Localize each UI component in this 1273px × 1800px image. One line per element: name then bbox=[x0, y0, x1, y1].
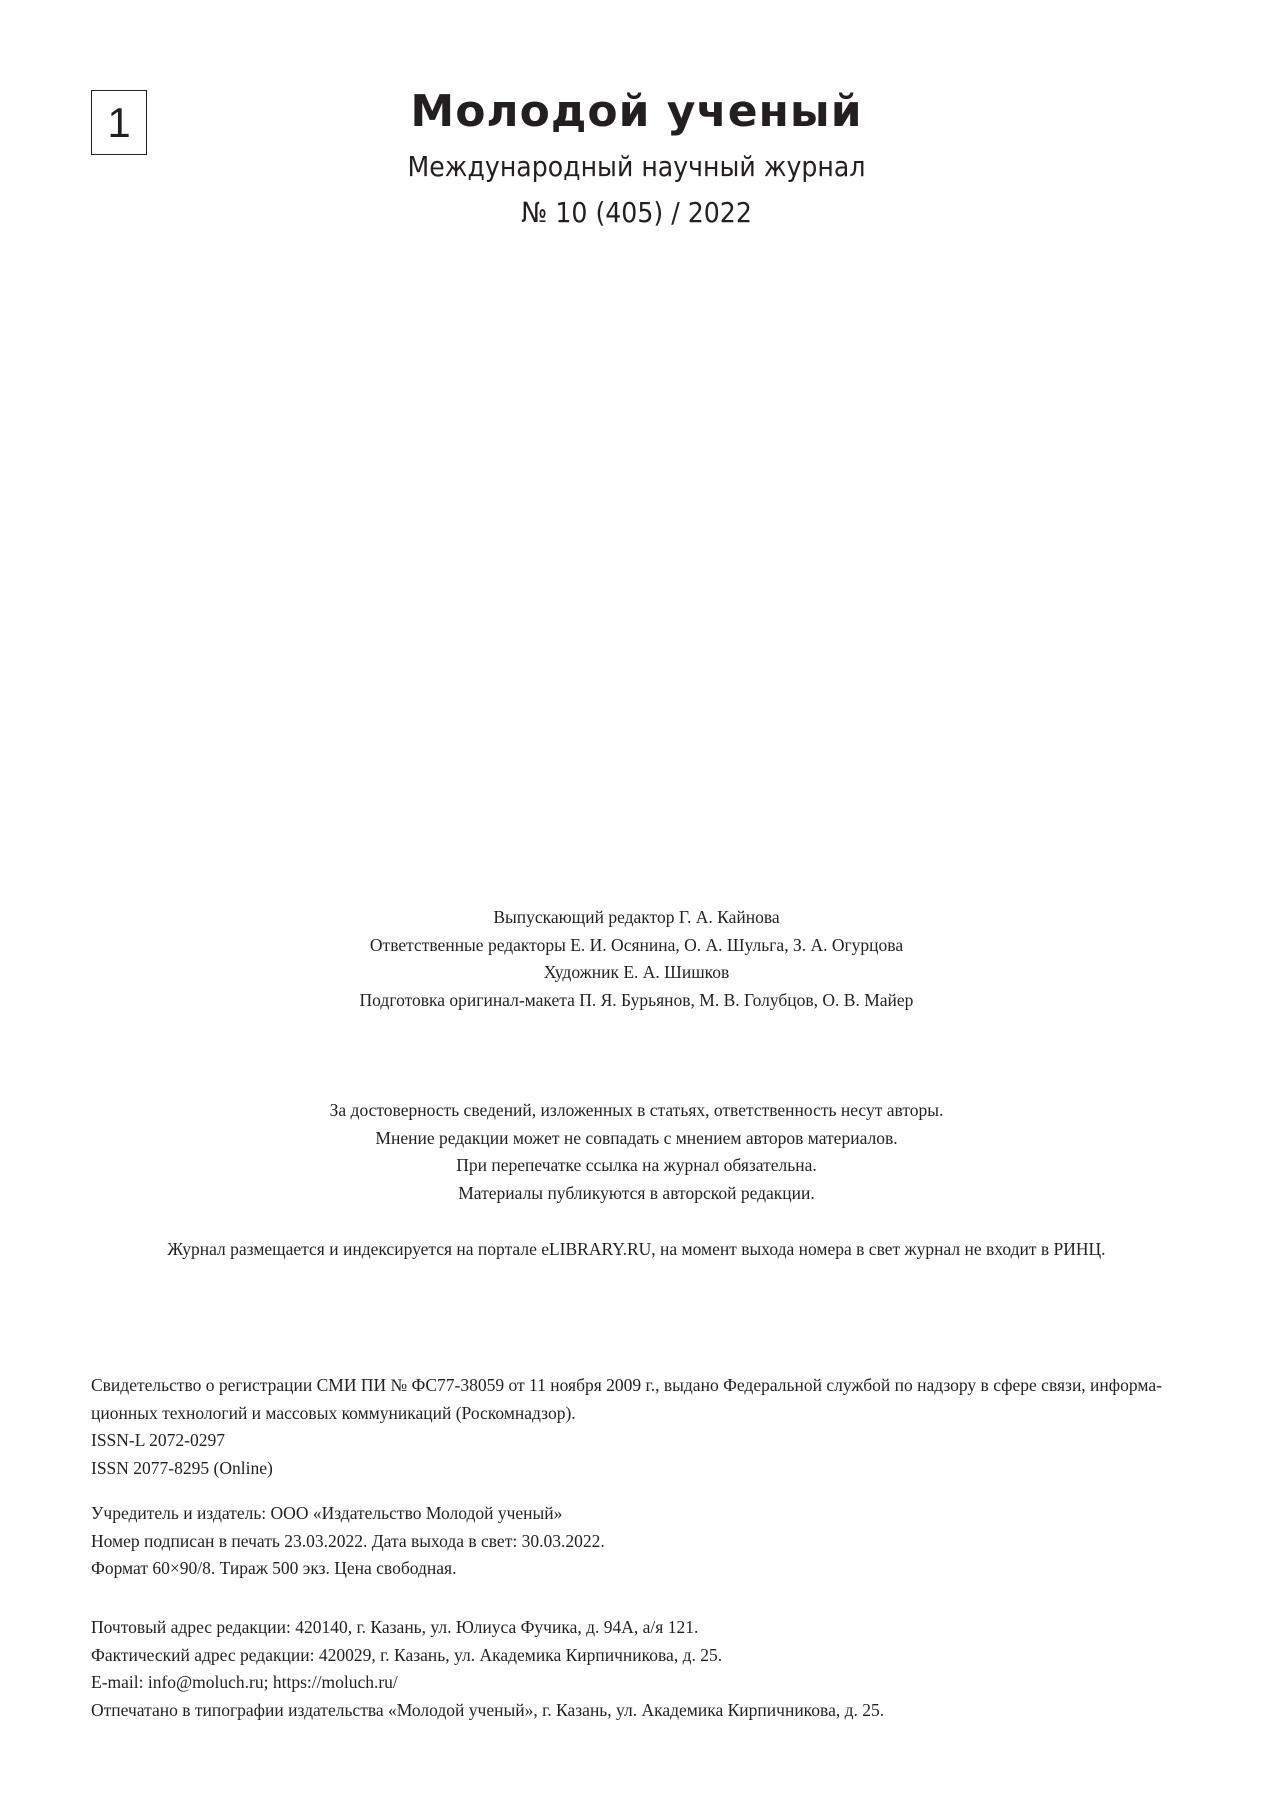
credit-line: Подготовка оригинал-макета П. Я. Бурьянов, М. В. Голубцов, О. В. Майер bbox=[359, 989, 914, 1010]
postal-address: Почтовый адрес редакции: 420140, г. Казань, ул. Юлиуса Фучика, д. 94А, а/я 121. bbox=[91, 1617, 699, 1637]
credit-line: Выпускающий редактор Г. А. Кайнова bbox=[493, 907, 780, 927]
journal-title: Молодой ученый bbox=[410, 86, 863, 137]
credit-line: Ответственные редакторы Е. И. Осянина, О. А. Шульга, З. А. Огурцова bbox=[369, 934, 904, 955]
founder-line: Учредитель и издатель: ООО «Издательство Молодой ученый» bbox=[91, 1503, 563, 1523]
format-line: Формат 60×90/8. Тираж 500 экз. Цена свободная. bbox=[91, 1558, 457, 1578]
disclaimer-line: При перепечатке ссылка на журнал обязательна. bbox=[456, 1155, 817, 1175]
masthead bbox=[0, 80, 1273, 236]
registration-line-1: Свидетельство о регистрации СМИ ПИ № ФС77-38059 от 11 ноября 2009 г., выдано Федеральной службой по надзору в сфере связи, информа- bbox=[91, 1375, 1162, 1395]
dates-line: Номер подписан в печать 23.03.2022. Дата выхода в свет: 30.03.2022. bbox=[91, 1530, 605, 1551]
registration-info bbox=[91, 1372, 1191, 1482]
issn-l: ISSN-L 2072-0297 bbox=[91, 1430, 226, 1450]
issue-number: 1 bbox=[107, 98, 131, 146]
indexing-line: Журнал размещается и индексируется на портале eLIBRARY.RU, на момент выхода номера в свет журнал не входит в РИНЦ. bbox=[167, 1239, 1106, 1259]
credit-line: Художник Е. А. Шишков bbox=[543, 962, 730, 982]
printed-line: Отпечатано в типографии издательства «Молодой ученый», г. Казань, ул. Академика Кирпичникова, д. 25. bbox=[91, 1699, 885, 1720]
issn-online: ISSN 2077-8295 (Online) bbox=[91, 1457, 273, 1478]
disclaimers bbox=[0, 1097, 1273, 1207]
actual-address: Фактический адрес редакции: 420029, г. Казань, ул. Академика Кирпичникова, д. 25. bbox=[91, 1644, 723, 1665]
disclaimer-line: За достоверность сведений, изложенных в статьях, ответственность несут авторы. bbox=[329, 1100, 944, 1120]
indexing-note bbox=[0, 1236, 1273, 1264]
editorial-credits bbox=[0, 904, 1273, 1014]
publisher-info bbox=[91, 1500, 1191, 1583]
contacts-line: E-mail: info@moluch.ru; https://moluch.ru/ bbox=[91, 1672, 398, 1692]
address-info bbox=[91, 1614, 1191, 1724]
registration-line-2: ционных технологий и массовых коммуникаций (Роскомнадзор). bbox=[91, 1402, 576, 1423]
disclaimer-line: Материалы публикуются в авторской редакции. bbox=[458, 1182, 815, 1203]
issue-label: № 10 (405) / 2022 bbox=[521, 196, 752, 229]
disclaimer-line: Мнение редакции может не совпадать с мнением авторов материалов. bbox=[375, 1127, 898, 1148]
journal-subtitle: Международный научный журнал bbox=[407, 150, 866, 183]
